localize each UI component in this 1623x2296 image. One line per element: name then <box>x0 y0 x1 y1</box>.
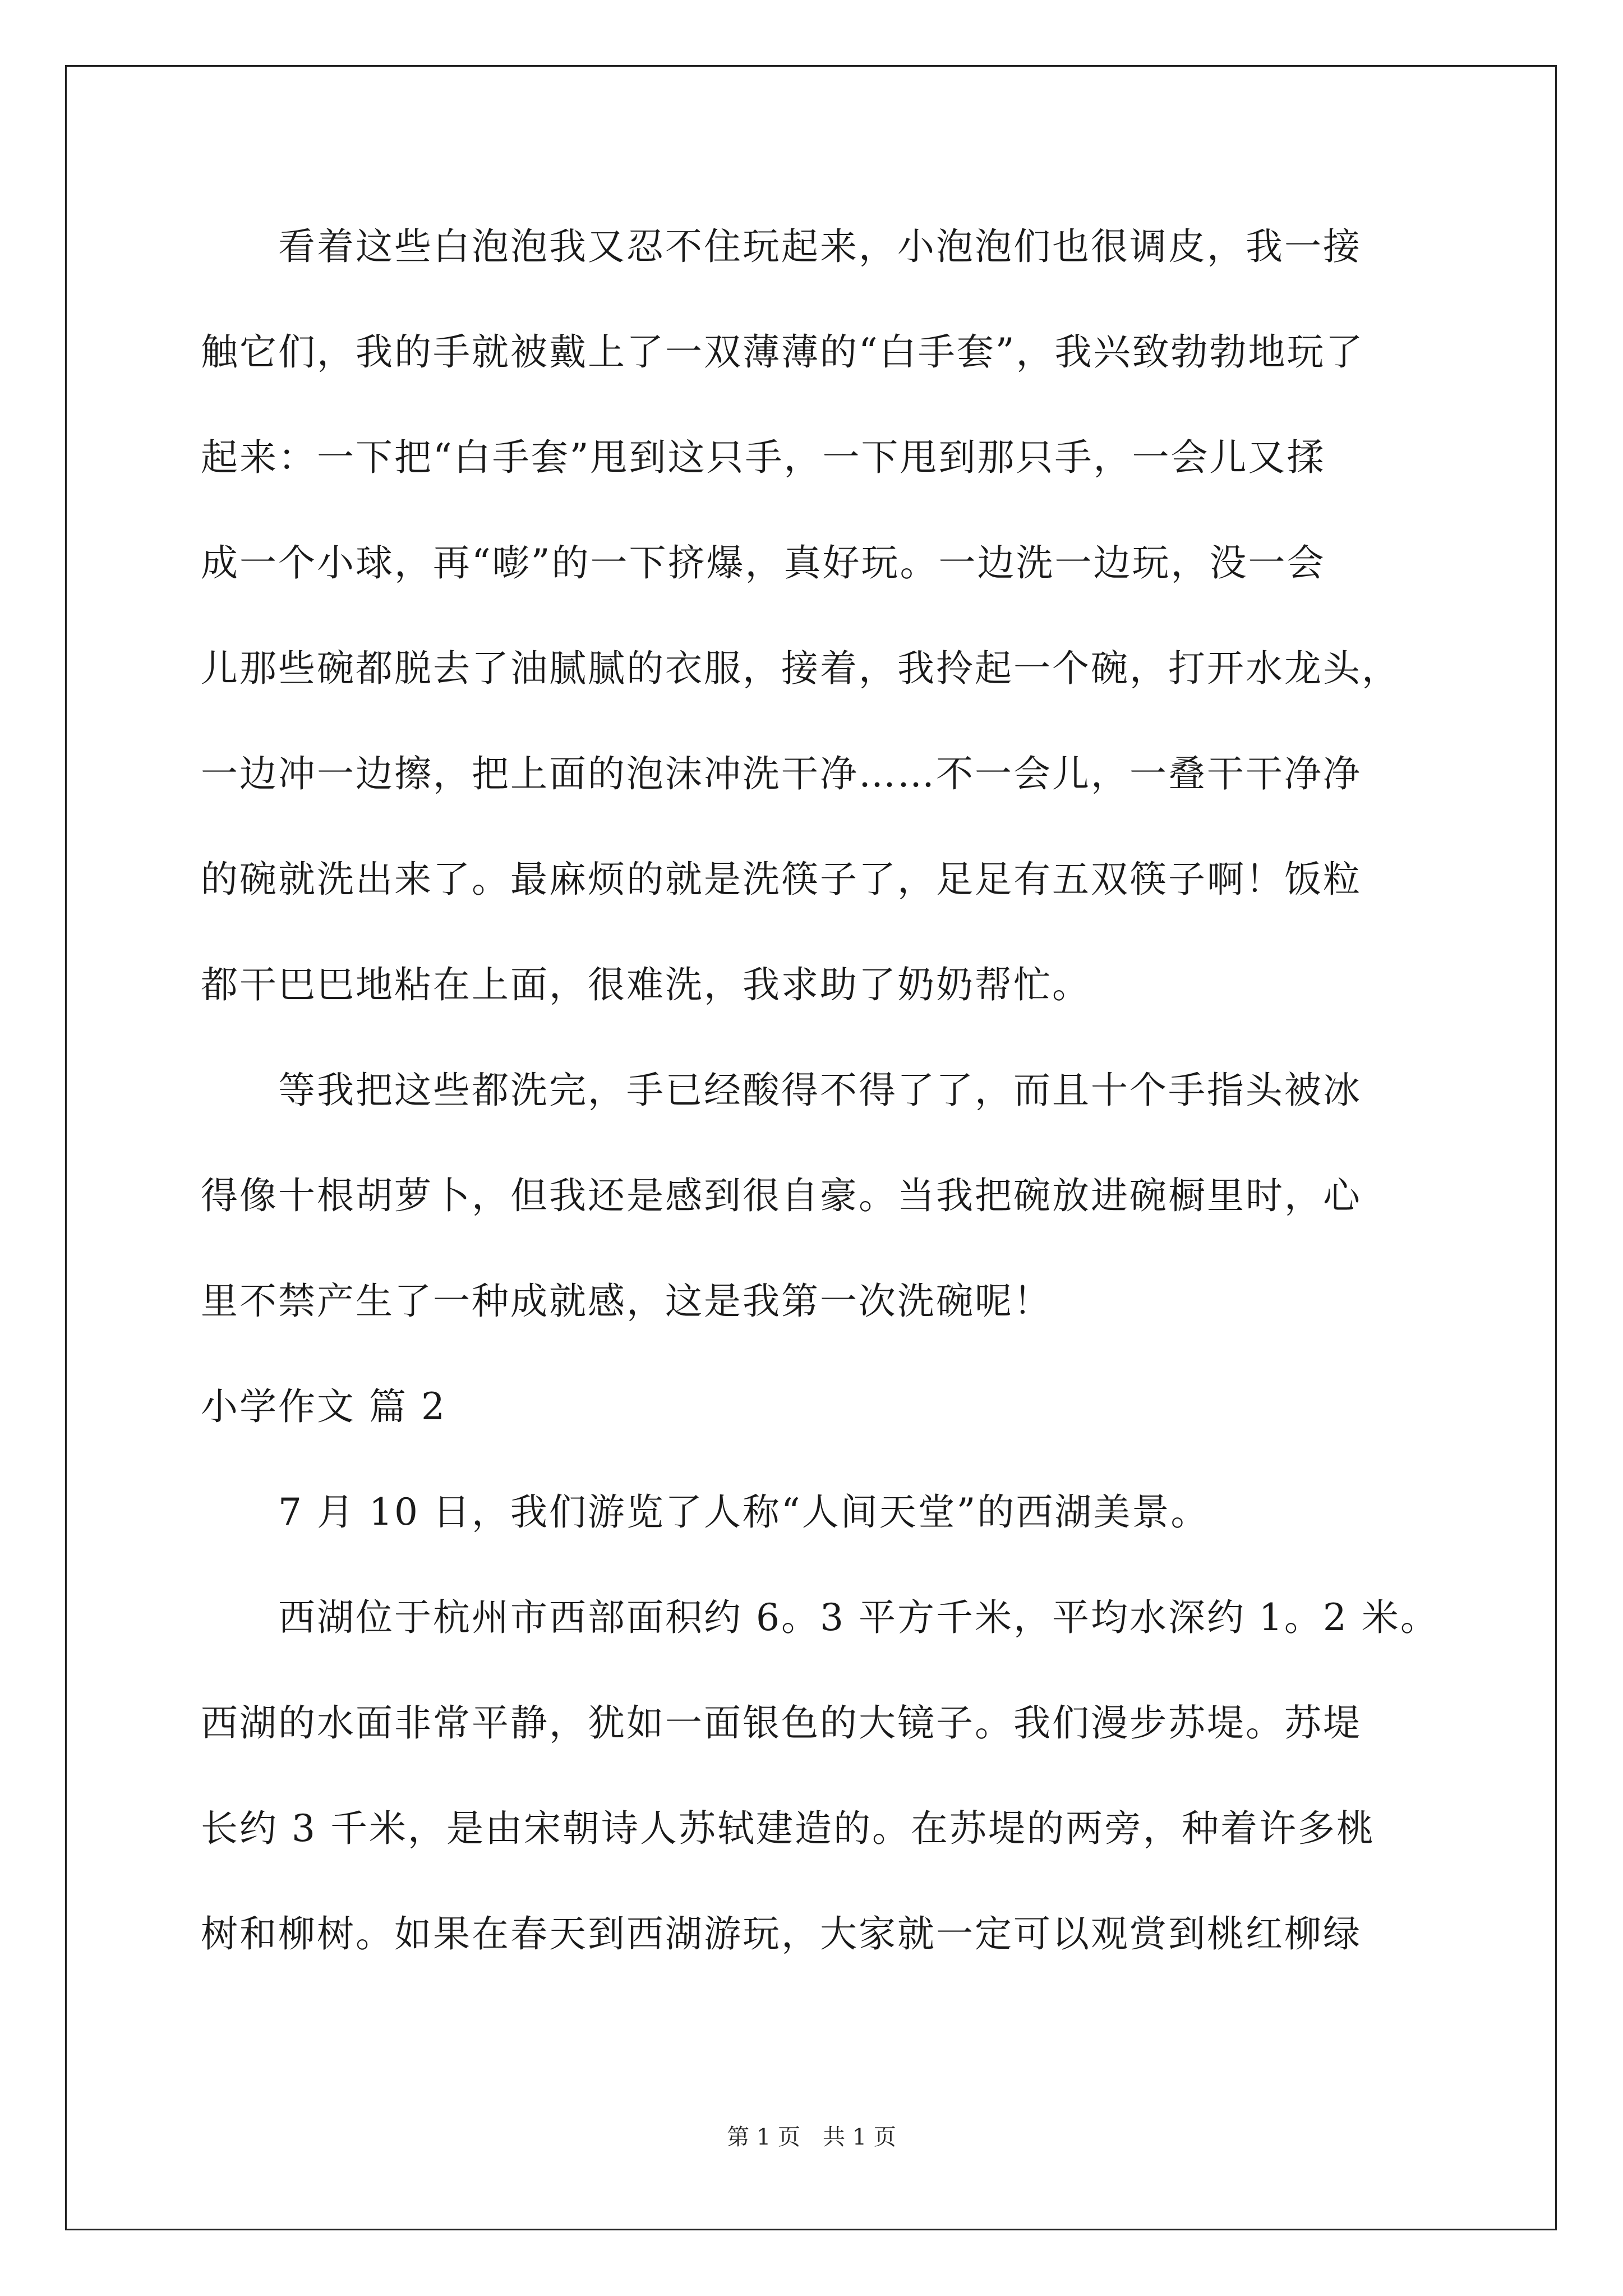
text-line: 长约 3 千米，是由宋朝诗人苏轼建造的。在苏堤的两旁，种着许多桃 <box>201 1807 1375 1850</box>
text-line: 得像十根胡萝卜，但我还是感到很自豪。当我把碗放进碗橱里时，心 <box>201 1174 1362 1217</box>
text-line: 一边冲一边擦，把上面的泡沫冲洗干净……不一会儿，一叠干干净净 <box>201 752 1362 795</box>
text-line: 看着这些白泡泡我又忍不住玩起来，小泡泡们也很调皮，我一接 <box>201 225 1362 268</box>
text-line: 起来：一下把“白手套”甩到这只手，一下甩到那只手，一会儿又揉 <box>201 436 1326 479</box>
text-line: 7 月 10 日，我们游览了人称“人间天堂”的西湖美景。 <box>201 1490 1210 1534</box>
text-line: 的碗就洗出来了。最麻烦的就是洗筷子了，足足有五双筷子啊！饭粒 <box>201 858 1362 901</box>
section-heading: 小学作文 篇 2 <box>201 1385 446 1428</box>
text-line: 等我把这些都洗完，手已经酸得不得了了，而且十个手指头被冰 <box>201 1069 1362 1112</box>
text-line: 西湖位于杭州市西部面积约 6。3 平方千米，平均水深约 1。2 米。 <box>201 1596 1439 1639</box>
text-line: 里不禁产生了一种成就感，这是我第一次洗碗呢！ <box>201 1280 1052 1323</box>
text-line: 成一个小球，再“嘭”的一下挤爆，真好玩。一边洗一边玩，没一会 <box>201 541 1326 585</box>
text-line: 树和柳树。如果在春天到西湖游玩，大家就一定可以观赏到桃红柳绿 <box>201 1912 1362 1955</box>
text-line: 西湖的水面非常平静，犹如一面银色的大镜子。我们漫步苏堤。苏堤 <box>201 1701 1362 1745</box>
page-footer: 第 1 页 共 1 页 <box>727 2124 896 2150</box>
text-line: 都干巴巴地粘在上面，很难洗，我求助了奶奶帮忙。 <box>201 963 1091 1006</box>
text-line: 触它们，我的手就被戴上了一双薄薄的“白手套”，我兴致勃勃地玩了 <box>201 330 1364 374</box>
text-line: 儿那些碗都脱去了油腻腻的衣服，接着，我拎起一个碗，打开水龙头， <box>201 647 1400 690</box>
